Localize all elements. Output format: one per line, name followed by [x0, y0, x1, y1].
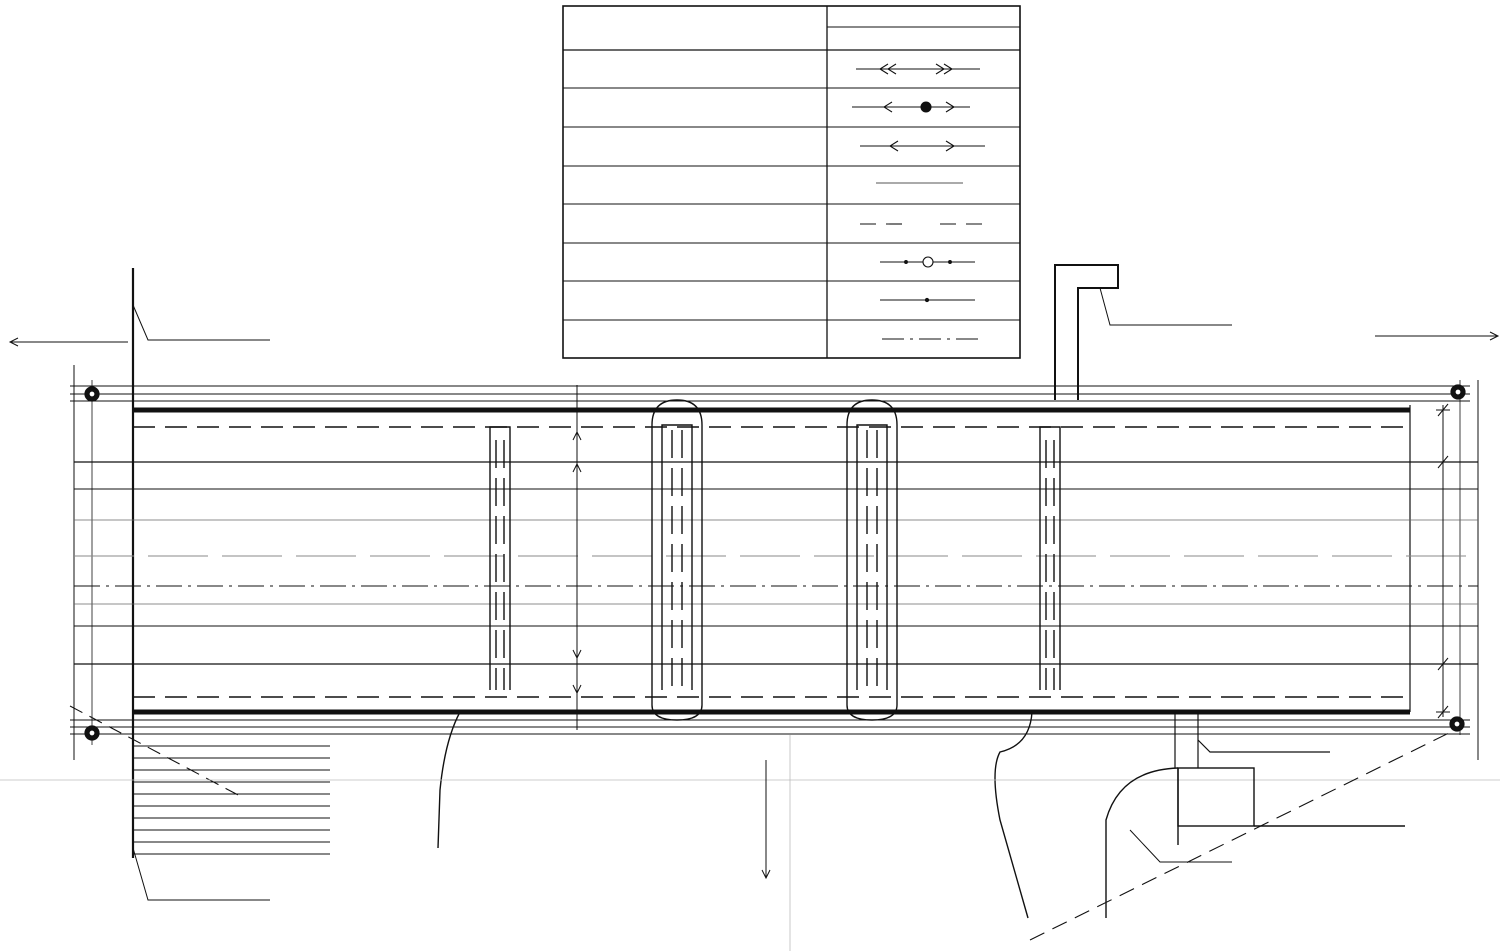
river-flow-arrow — [762, 760, 770, 878]
embankment-block — [1178, 768, 1254, 826]
street-right-arrow — [1375, 332, 1498, 340]
legend-symbol-comm-cable — [880, 257, 975, 267]
pier-2 — [652, 400, 702, 720]
river-banks — [438, 712, 1032, 918]
left-abutment — [74, 268, 133, 858]
street-left-arrow — [10, 338, 128, 346]
embankment-leader — [1130, 830, 1232, 862]
right-top-wall-leader — [1100, 288, 1232, 325]
legend-symbol-radio-cable — [880, 298, 975, 301]
manhole-icons — [85, 385, 1465, 740]
bridge-deck — [74, 405, 1478, 712]
right-top-wall — [1055, 265, 1118, 400]
left-slope-hatching — [133, 746, 330, 854]
legend-table — [563, 6, 1020, 358]
right-abutment — [1460, 380, 1478, 760]
pier-3 — [847, 400, 897, 720]
faint-lines — [0, 735, 1500, 951]
expansion-joint — [573, 385, 581, 730]
dimension-line — [1436, 404, 1450, 718]
legend-symbol-overhead-line — [852, 102, 970, 112]
top-utility-lines — [70, 386, 1470, 401]
pier-4 — [1040, 427, 1060, 690]
embankment-curve — [1106, 768, 1405, 918]
right-sewer-diagonal — [1030, 730, 1455, 940]
legend-symbol-low-voltage — [860, 141, 985, 151]
bottom-utility-lines — [70, 720, 1470, 734]
legend-symbol-power-cable — [856, 64, 980, 74]
pier-1 — [490, 427, 510, 690]
